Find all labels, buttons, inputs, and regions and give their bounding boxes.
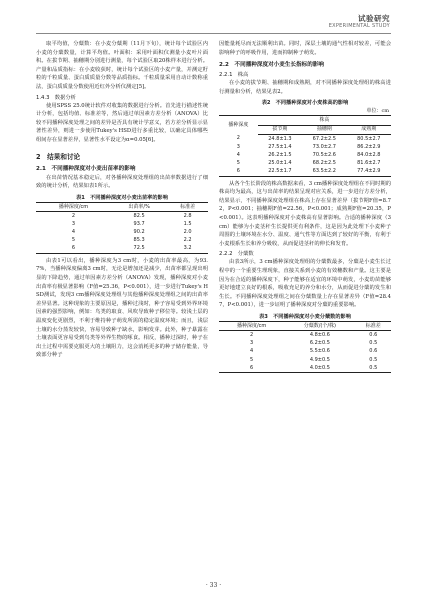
- table-row: [219, 348, 391, 356]
- table3-title: 表3 不同播种深度对小麦分蘖数的影响: [259, 314, 351, 320]
- section-2-2-1-paragraph: 在小麦的拔节期、抽穗期和成熟期，对不同播种深度处理组的株高进行测量和分析，结果见表2。: [219, 80, 391, 95]
- table-cell: 86.2±2.9: [357, 143, 381, 150]
- table2-title: 表2 不同播种深度对小麦株高的影响: [261, 100, 349, 107]
- table-cell: 0.5: [369, 356, 378, 363]
- table2-unit: 单位：cm: [366, 108, 389, 115]
- section-2-1-paragraph: 在出苗情况基本稳定后，对各播种深度处理组的出苗率数据进行了细致的统计分析，结果如表1所示。: [36, 174, 208, 190]
- table-row: [36, 211, 208, 220]
- table-cell: 24.8±1.3: [268, 135, 292, 142]
- table-cell: 93.7: [133, 220, 145, 227]
- section-1-4-3-heading: 1.4.3 数据分析: [36, 94, 76, 101]
- table-cell: 4.9±0.5: [309, 356, 330, 363]
- table-row: [36, 236, 208, 244]
- table-row: [219, 331, 391, 340]
- table-cell: 84.0±2.8: [357, 151, 381, 158]
- table-cell: 4: [71, 229, 76, 236]
- journal-section-title: 试验研究: [358, 14, 390, 23]
- left-column: [36, 40, 208, 361]
- table-cell: 6.2±0.5: [309, 340, 330, 347]
- section-2-1-heading: 2.1 不同播种深度对小麦出苗率的影响: [36, 165, 136, 172]
- table-cell: 22.5±1.7: [268, 168, 292, 175]
- right-column: [219, 40, 391, 376]
- table-cell: 3: [71, 220, 76, 227]
- table-cell: 27.5±1.4: [268, 143, 292, 150]
- table-cell: 2.8: [183, 212, 192, 219]
- section-2-heading: 2 结果和讨论: [36, 152, 81, 161]
- table3-header: 标准差: [356, 322, 391, 331]
- table-cell: 6: [250, 364, 254, 371]
- table-cell: 2: [236, 135, 240, 142]
- table-cell: 6: [71, 245, 76, 252]
- table1-title: 表1 不同播种深度对小麦出苗率的影响: [76, 194, 168, 201]
- table-row: [36, 245, 208, 254]
- header-rule: [36, 33, 391, 34]
- table-row: [219, 134, 391, 143]
- table-cell: 70.5±2.6: [312, 151, 336, 158]
- table-row: [36, 228, 208, 236]
- table1-header: 出苗率/%: [111, 202, 167, 211]
- table-row: [219, 151, 391, 159]
- table-cell: 26.2±1.5: [268, 151, 292, 158]
- table-cell: 0.6: [369, 348, 378, 355]
- section-2-2-heading: 2.2 不同播种深度对小麦生长指标的影响: [219, 62, 325, 69]
- table-cell: 73.0±2.7: [312, 143, 336, 150]
- section-2-2-2-paragraph: 由表3所示，3 cm播种深度处理组的分蘖数最多，分蘖是小麦生长过程中的一个重要生理现象，直接关系到小麦的有效穗数和产量。这主要是因为在合适的播种深度下，种子能够在适宜的环境中萌发，小麦幼苗能够更好地建立良好的根系，吸收充足的养分和水分，从而促进分蘖的发生和生长。不同播种深度处理组之间在分蘖数量上存在显著差异（F值=28.47，P<0.001），进一步证明了播种深度对分蘖的重要影响。: [219, 259, 391, 309]
- section-2-2-2-heading: 2.2.2 分蘖数: [219, 251, 254, 258]
- table-cell: 72.5: [133, 245, 145, 252]
- table-row: [219, 339, 391, 347]
- table-row: [36, 220, 208, 228]
- continued-paragraph: 因能量耗尽而无法顺利出苗。同时，深层土壤的通气性相对较差，可能会影响种子的呼吸作用，进而抑制种子萌发。: [219, 41, 391, 56]
- table-cell: 3: [250, 340, 254, 347]
- journal-section-title-en: EXPERIMENTAL STUDY: [328, 23, 390, 29]
- table-cell: 2: [250, 331, 254, 338]
- table-cell: 68.2±2.5: [312, 160, 336, 167]
- table-row: [219, 143, 391, 151]
- table3-header: 播种深度/cm: [219, 322, 284, 331]
- table-cell: 5: [71, 237, 76, 244]
- table-cell: 0.6: [369, 331, 378, 338]
- table-cell: 1.5: [183, 220, 192, 227]
- table-cell: 63.5±2.2: [312, 168, 336, 175]
- table-cell: 4.0±0.5: [309, 364, 330, 371]
- table-cell: 4: [236, 151, 240, 158]
- table1-header: 标准差: [167, 202, 208, 211]
- table-cell: 2.2: [183, 237, 192, 244]
- table-row: [219, 364, 391, 373]
- table-cell: 5: [236, 160, 240, 167]
- table-cell: 90.2: [133, 229, 145, 236]
- table-cell: 2.0: [183, 229, 192, 236]
- table-cell: 81.6±2.7: [357, 160, 381, 167]
- section-2-2-1-heading: 2.2.1 株高: [219, 72, 249, 79]
- table-cell: 2: [71, 212, 76, 219]
- table2: [219, 115, 391, 176]
- table2-header: 拔节期: [258, 125, 302, 134]
- table2-group-header: 株高: [258, 116, 391, 125]
- table-cell: 5.5±0.6: [309, 348, 330, 355]
- table2-header: 成熟期: [347, 125, 391, 134]
- page-header: [0, 0, 427, 40]
- table-cell: 77.4±2.9: [357, 168, 381, 175]
- table-cell: 0.5: [369, 340, 378, 347]
- table-cell: 3.2: [183, 245, 192, 252]
- table1: [36, 202, 208, 254]
- table-cell: 67.2±2.5: [312, 135, 336, 142]
- table-cell: 82.5: [133, 212, 145, 219]
- table-row: [219, 356, 391, 364]
- table3-header: 分蘖数/(个/株): [284, 322, 355, 331]
- table-cell: 4: [250, 348, 254, 355]
- table-cell: 5: [250, 356, 254, 363]
- table2-header: 播种深度: [228, 122, 249, 129]
- data-analysis-paragraph: 使用SPSS 25.0统计软件对收集的数据进行分析。首先进行描述性统计分析，包括均值、标准差等，然后通过单因素方差分析（ANOVA）比较不同播种深度处理之间的差异是否具有统计学意义，若方差分析显示显著性差异，则进一步使用Tukey's HSD进行多重比较，以确定具体哪些组间存在显著差异，显著性水平设定为α=0.05[6]。: [36, 102, 208, 143]
- table2-header: 抽穗期: [302, 125, 346, 134]
- table1-header: 播种深度/cm: [36, 202, 111, 211]
- table-cell: 80.5±2.7: [357, 135, 381, 142]
- table-cell: 25.0±1.4: [268, 160, 292, 167]
- table-row: [219, 168, 391, 177]
- table3: [219, 321, 391, 373]
- page-number: · 33 ·: [205, 582, 222, 589]
- table-cell: 6: [236, 168, 240, 175]
- table-cell: 0.5: [369, 364, 378, 371]
- table-cell: 85.3: [133, 237, 145, 244]
- table-row: [219, 159, 391, 167]
- table-cell: 3: [236, 143, 240, 150]
- intro-paragraph: 取平均值，分蘖数：在小麦分蘖期（11月下旬），统计每个试验区内小麦的分蘖数量，计算平均值。叶面积：采用叶面积仪测量小麦叶片面积。在拔节期、抽穗期分别进行测量，每个试验区取20株样本进行分析。产量和品质指标：在小麦收获时，统计每个试验区的小麦产量，并测定籽粒的千粒质量、蛋白质质量分数等品质指标。千粒质量采用自动计数称重法，蛋白质质量分数使用近红外分析仪测定[5]。: [36, 41, 208, 90]
- table-cell: 4.8±0.6: [309, 331, 330, 338]
- table1-analysis-paragraph: 由表1可以看出，播种深度为3 cm时，小麦的出苗率最高，为93.7%，当播种深度偏离3 cm时，无论是增加还是减少，出苗率都呈现出明显的下降趋势，通过单因素方差分析（ANOVA）发现，播种深度对小麦出苗率有极显著影响（F值=25.36，P<0.001），进一步进行Tukey's HSD测试，发现3 cm播种深度处理组与其他播种深度处理组之间的出苗率差异显著。这种现象的主要原因是，播种过浅时，种子容易受到外界环境因素的强烈影响，例如：鸟类的取食、风吹导致种子移位等。较浅土层的温度变化更剧烈，不利于维持种子萌发所需的稳定温度环境；而且，浅层土壤的水分蒸发较快，容易导致种子缺水，影响发芽。此外，种子暴露在土壤表面更容易受到鸟类等外界生物的啄食。相反，播种过深时，种子在出土过程中需要克服更大的土壤阻力，这会消耗更多的种子储存能量，导致部分种子: [36, 257, 208, 359]
- table2-analysis-paragraph: 从各个生长阶段的株高数据来看，3 cm播种深度处理组在不同时期的株高均为最高，这与出苗率的结果呈现对应关系，进一步进行方差分析，结果显示，不同播种深度处理组在株高上存在显著差异（拔节期F值=8.72，P<0.001；抽穗期F值=22.56，P<0.001；成熟期F值=20.35，P<0.001）。这表明播种深度对小麦株高有显著影响。合适的播种深度（3 cm）能够为小麦茎秆生长提供更有利条件，这是因为此处理下小麦种子周围的土壤环境在水分、温度、通气性等方面达到了较好的平衡，有利于小麦根系生长和养分吸收，从而促进茎秆的伸长和发育。: [219, 180, 391, 247]
